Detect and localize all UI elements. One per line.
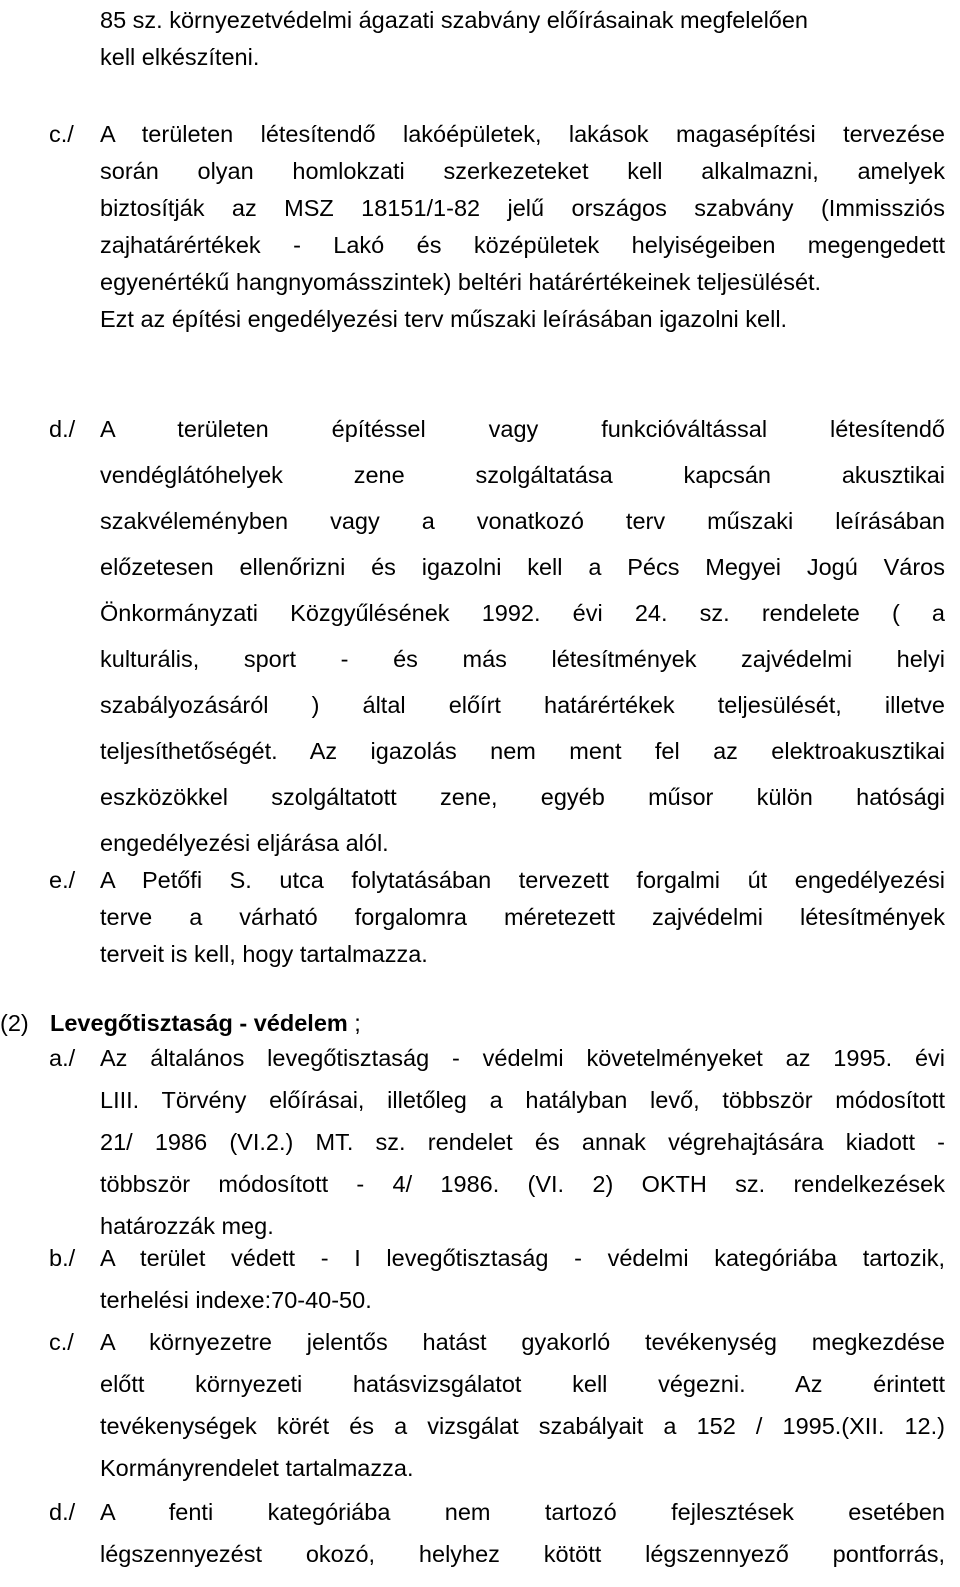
text-line: vendéglátóhelyek zene szolgáltatása kapcsán akusztikai [100,462,945,488]
text-line: Az általános levegőtisztaság - védelmi követelményeket az 1995. évi [100,1045,945,1071]
text-line: A területen létesítendő lakóépületek, lakások magasépítési tervezése [100,121,945,147]
text-line: Kormányrendelet tartalmazza. [100,1455,414,1481]
text-line: tevékenységek körét és a vizsgálat szabályait a 152 / 1995.(XII. 12.) [100,1413,945,1439]
text-line: engedélyezési eljárása alól. [100,830,389,856]
list-label: c./ [49,121,74,147]
text-line: kulturális, sport - és más létesítmények zajvédelmi helyi [100,646,945,672]
list-label: e./ [49,867,76,893]
text-line: szabályozásáról ) által előírt határértékek teljesülését, illetve [100,692,945,718]
text-line: A környezetre jelentős hatást gyakorló tevékenység megkezdése [100,1329,945,1355]
list-label: d./ [49,416,76,442]
text-line: biztosítják az MSZ 18151/1-82 jelű országos szabvány (Immissziós [100,195,945,221]
text-line: A Petőfi S. utca folytatásában tervezett forgalmi út engedélyezési [100,867,945,893]
text-line: teljesíthetőségét. Az igazolás nem ment fel az elektroakusztikai [100,738,945,764]
text-line: 85 sz. környezetvédelmi ágazati szabvány előírásainak megfelelően [100,7,809,33]
text-line: A területen építéssel vagy funkcióváltással létesítendő [100,416,945,442]
text-line: terve a várható forgalomra méretezett zajvédelmi létesítmények [100,904,945,930]
text-line: LIII. Törvény előírásai, illetőleg a hatályban levő, többször módosított [100,1087,945,1113]
text-line: előtt környezeti hatásvizsgálatot kell végezni. Az érintett [100,1371,945,1397]
text-line: többször módosított - 4/ 1986. (VI. 2) OKTH sz. rendelkezések [100,1171,945,1197]
text-line: eszközökkel szolgáltatott zene, egyéb műsor külön hatósági [100,784,945,810]
text-line: Önkormányzati Közgyűlésének 1992. évi 24. sz. rendelete ( a [100,600,945,626]
section-title-suffix: ; [347,1010,361,1036]
text-line: terveit is kell, hogy tartalmazza. [100,941,428,967]
text-line: határozzák meg. [100,1213,274,1239]
text-line: zajhatárértékek - Lakó és középületek helyiségeiben megengedett [100,232,945,258]
text-line: A fenti kategóriába nem tartozó fejlesztések esetében [100,1499,945,1525]
text-line: során olyan homlokzati szerkezeteket kell alkalmazni, amelyek [100,158,945,184]
list-label: a./ [49,1045,76,1071]
text-line: egyenértékű hangnyomásszintek) beltéri határértékeinek teljesülését. [100,269,822,295]
text-line: terhelési indexe:70-40-50. [100,1287,372,1313]
list-label: c./ [49,1329,74,1355]
text-line: 21/ 1986 (VI.2.) MT. sz. rendelet és annak végrehajtására kiadott - [100,1129,945,1155]
list-label: b./ [49,1245,76,1271]
text-line: légszennyezést okozó, helyhez kötött légszennyező pontforrás, [100,1541,945,1567]
text-line: A terület védett - I levegőtisztaság - védelmi kategóriába tartozik, [100,1245,945,1271]
list-label: d./ [49,1499,76,1525]
text-line: Ezt az építési engedélyezési terv műszaki leírásában igazolni kell. [100,306,788,332]
section-number: (2) [0,1010,29,1036]
text-line: előzetesen ellenőrizni és igazolni kell a Pécs Megyei Jogú Város [100,554,945,580]
text-line: szakvéleményben vagy a vonatkozó terv műszaki leírásában [100,508,945,534]
section-title: Levegőtisztaság - védelem [50,1010,348,1036]
text-line: kell elkészíteni. [100,44,260,70]
